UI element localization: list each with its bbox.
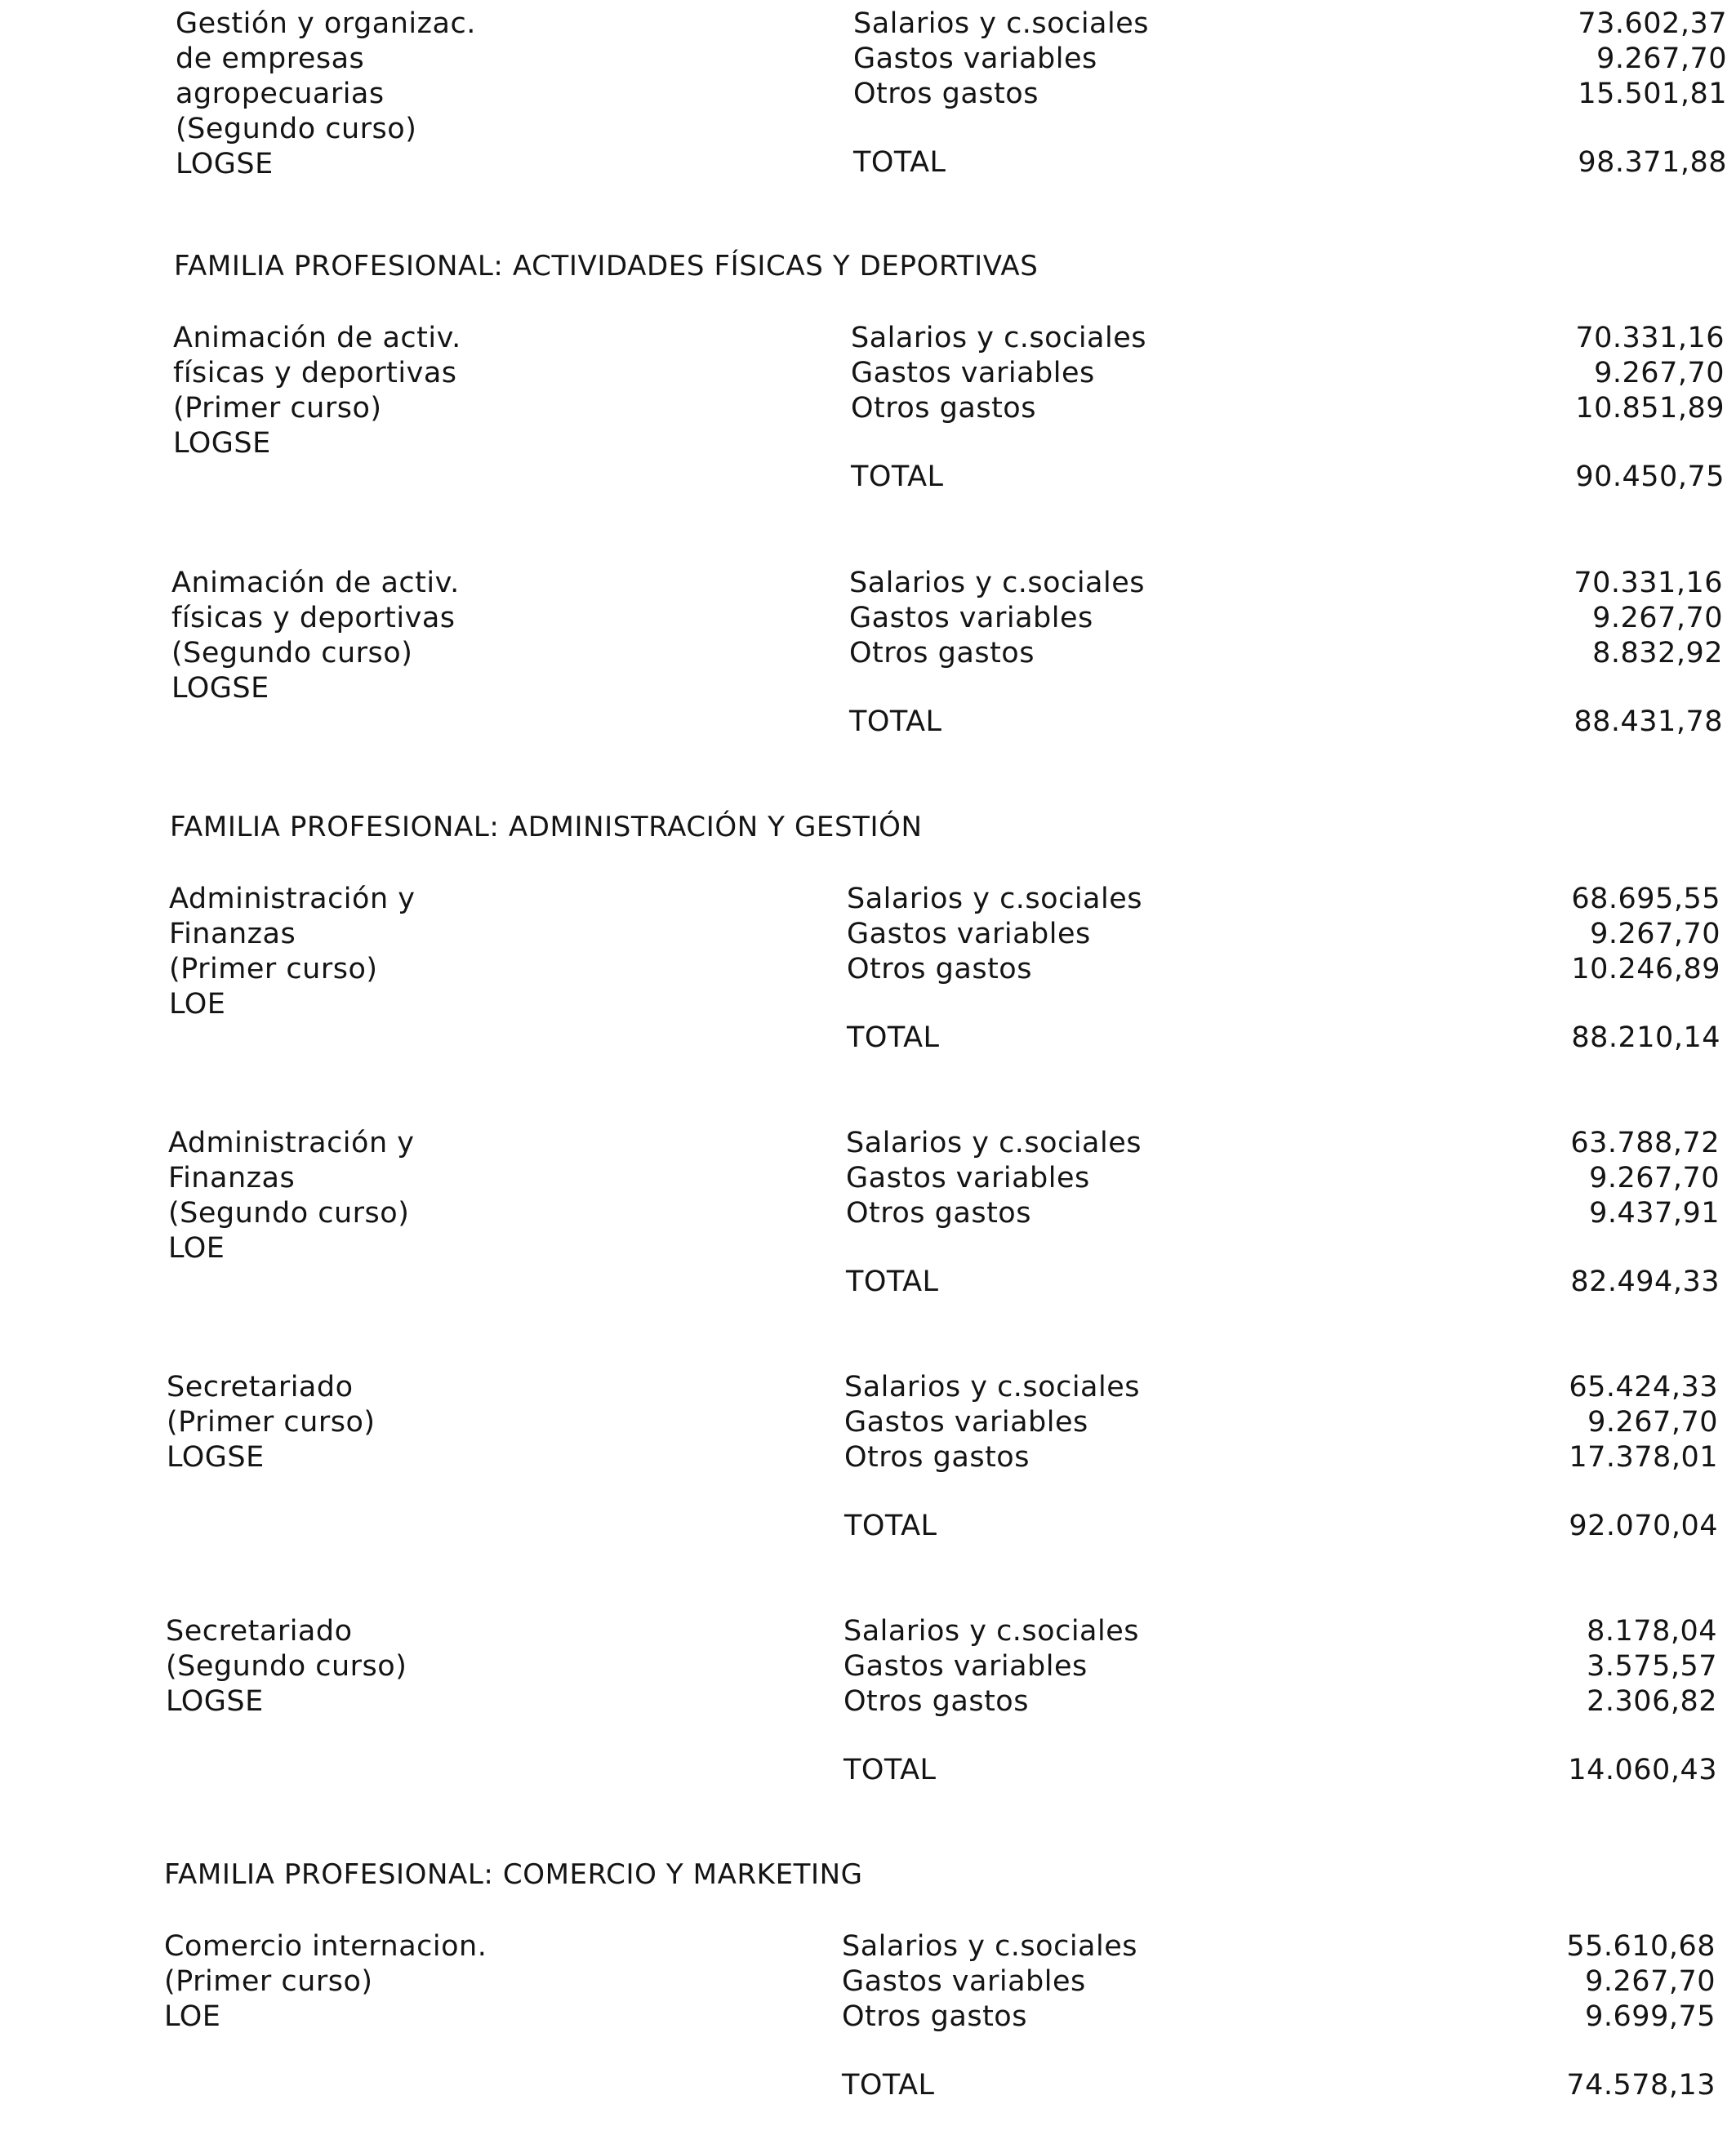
variables-label: Gastos variables — [849, 602, 1093, 634]
concept-column — [851, 321, 1259, 493]
variables-label: Gastos variables — [851, 357, 1095, 389]
salarios-label: Salarios y c.sociales — [844, 1615, 1139, 1648]
concept-column — [847, 882, 1255, 1054]
family-heading: FAMILIA PROFESIONAL: ADMINISTRACIÓN Y GESTIÓN — [170, 811, 923, 843]
total-label: TOTAL — [851, 460, 944, 493]
salarios-label: Salarios y c.sociales — [846, 1127, 1142, 1159]
otros-amount: 15.501,81 — [1578, 78, 1727, 110]
otros-label: Otros gastos — [853, 78, 1039, 110]
budget-block-administracion-primer — [169, 882, 1720, 1061]
variables-label: Gastos variables — [842, 1965, 1086, 1998]
salarios-amount: 68.695,55 — [1571, 883, 1720, 915]
program-name — [173, 321, 461, 461]
total-label: TOTAL — [846, 1266, 939, 1298]
otros-label: Otros gastos — [849, 637, 1035, 669]
concept-column — [849, 566, 1257, 738]
concept-column — [844, 1614, 1252, 1786]
variables-label: Gastos variables — [844, 1650, 1088, 1683]
program-name-line: agropecuarias — [176, 78, 385, 110]
program-name-line: (Segundo curso) — [166, 1650, 407, 1683]
variables-amount: 9.267,70 — [1596, 42, 1727, 75]
total-amount: 92.070,04 — [1569, 1510, 1718, 1542]
amount-column — [1307, 1929, 1716, 2102]
variables-amount: 9.267,70 — [1587, 1406, 1718, 1439]
otros-label: Otros gastos — [844, 1441, 1030, 1474]
salarios-label: Salarios y c.sociales — [847, 883, 1142, 915]
program-name-line: de empresas — [176, 42, 365, 75]
program-name-line: Administración y — [169, 883, 416, 915]
salarios-label: Salarios y c.sociales — [844, 1371, 1140, 1403]
salarios-label: Salarios y c.sociales — [851, 322, 1146, 354]
amount-column — [1311, 1126, 1720, 1298]
program-name-line: (Primer curso) — [164, 1965, 373, 1998]
program-name-line: (Primer curso) — [167, 1406, 376, 1439]
total-label: TOTAL — [842, 2069, 935, 2102]
total-label: TOTAL — [844, 1754, 937, 1786]
salarios-amount: 70.331,16 — [1575, 322, 1725, 354]
program-name-line: Animación de activ. — [173, 322, 461, 354]
amount-column — [1312, 882, 1720, 1054]
program-name — [171, 566, 460, 706]
program-name-line: (Primer curso) — [169, 953, 378, 985]
variables-amount: 9.267,70 — [1594, 357, 1725, 389]
program-name-line: físicas y deportivas — [171, 602, 456, 634]
budget-block-administracion-segundo — [168, 1126, 1720, 1306]
program-name — [176, 7, 476, 182]
otros-amount: 2.306,82 — [1587, 1685, 1717, 1718]
budget-block-animacion-primer — [173, 321, 1725, 500]
program-name-line: (Segundo curso) — [171, 637, 413, 669]
program-name-line: LOGSE — [176, 148, 274, 180]
program-name-line: LOGSE — [171, 672, 269, 705]
concept-column — [846, 1126, 1254, 1298]
program-name-line: Finanzas — [169, 918, 296, 950]
program-name-line: físicas y deportivas — [173, 357, 457, 389]
program-name-line: LOE — [169, 988, 226, 1021]
salarios-amount: 65.424,33 — [1569, 1371, 1718, 1403]
program-name — [167, 1370, 376, 1475]
salarios-label: Salarios y c.sociales — [842, 1930, 1137, 1963]
otros-amount: 10.851,89 — [1575, 392, 1725, 425]
amount-column — [1319, 7, 1727, 179]
salarios-amount: 8.178,04 — [1587, 1615, 1717, 1648]
program-name-line: LOGSE — [173, 427, 271, 460]
program-name-line: LOGSE — [166, 1685, 264, 1718]
amount-column — [1315, 566, 1723, 738]
concept-column — [844, 1370, 1253, 1542]
variables-amount: 9.267,70 — [1592, 602, 1723, 634]
amount-column — [1316, 321, 1725, 493]
total-label: TOTAL — [849, 705, 942, 738]
variables-amount: 9.267,70 — [1590, 918, 1720, 950]
program-name-line: LOGSE — [167, 1441, 265, 1474]
total-amount: 14.060,43 — [1568, 1754, 1717, 1786]
salarios-amount: 63.788,72 — [1570, 1127, 1720, 1159]
otros-label: Otros gastos — [844, 1685, 1029, 1718]
program-name — [169, 882, 415, 1022]
budget-block-secretariado-segundo — [166, 1614, 1717, 1794]
otros-label: Otros gastos — [842, 2000, 1027, 2033]
variables-amount: 3.575,57 — [1587, 1650, 1717, 1683]
variables-label: Gastos variables — [847, 918, 1091, 950]
variables-label: Gastos variables — [846, 1162, 1090, 1194]
otros-label: Otros gastos — [847, 953, 1032, 985]
variables-amount: 9.267,70 — [1585, 1965, 1716, 1998]
otros-amount: 8.832,92 — [1592, 637, 1723, 669]
concept-column — [853, 7, 1262, 179]
total-amount: 82.494,33 — [1570, 1266, 1720, 1298]
program-name-line: Comercio internacion. — [164, 1930, 487, 1963]
family-heading: FAMILIA PROFESIONAL: ACTIVIDADES FÍSICAS Y DEPORTIVAS — [174, 250, 1039, 282]
amount-column — [1310, 1370, 1718, 1542]
program-name-line: Administración y — [168, 1127, 415, 1159]
family-heading: FAMILIA PROFESIONAL: COMERCIO Y MARKETING — [164, 1858, 863, 1891]
otros-label: Otros gastos — [851, 392, 1036, 425]
program-name-line: (Segundo curso) — [176, 113, 417, 145]
total-amount: 90.450,75 — [1575, 460, 1725, 493]
amount-column — [1309, 1614, 1717, 1786]
otros-amount: 10.246,89 — [1571, 953, 1720, 985]
otros-amount: 17.378,01 — [1569, 1441, 1718, 1474]
salarios-amount: 73.602,37 — [1578, 7, 1727, 40]
total-amount: 74.578,13 — [1566, 2069, 1716, 2102]
salarios-label: Salarios y c.sociales — [849, 567, 1145, 599]
total-label: TOTAL — [844, 1510, 937, 1542]
budget-block-gestion-segundo — [176, 7, 1727, 186]
total-label: TOTAL — [847, 1021, 940, 1054]
program-name — [168, 1126, 414, 1266]
otros-amount: 9.699,75 — [1585, 2000, 1716, 2033]
budget-block-secretariado-primer — [167, 1370, 1718, 1550]
program-name-line: Finanzas — [168, 1162, 296, 1194]
variables-label: Gastos variables — [844, 1406, 1088, 1439]
salarios-amount: 70.331,16 — [1574, 567, 1723, 599]
program-name-line: LOE — [164, 2000, 221, 2033]
program-name — [164, 1929, 487, 2035]
concept-column — [842, 1929, 1250, 2102]
otros-amount: 9.437,91 — [1589, 1197, 1720, 1230]
total-amount: 88.431,78 — [1574, 705, 1723, 738]
salarios-label: Salarios y c.sociales — [853, 7, 1149, 40]
total-label: TOTAL — [853, 146, 946, 179]
program-name-line: Secretariado — [167, 1371, 354, 1403]
program-name-line: (Primer curso) — [173, 392, 382, 425]
program-name-line: Animación de activ. — [171, 567, 460, 599]
variables-amount: 9.267,70 — [1589, 1162, 1720, 1194]
salarios-amount: 55.610,68 — [1566, 1930, 1716, 1963]
program-name-line: Secretariado — [166, 1615, 353, 1648]
otros-label: Otros gastos — [846, 1197, 1031, 1230]
total-amount: 98.371,88 — [1578, 146, 1727, 179]
variables-label: Gastos variables — [853, 42, 1097, 75]
budget-block-comercio-primer — [164, 1929, 1716, 2109]
budget-block-animacion-segundo — [171, 566, 1723, 745]
program-name-line: Gestión y organizac. — [176, 7, 476, 40]
program-name — [166, 1614, 407, 1719]
program-name-line: LOE — [168, 1232, 225, 1265]
program-name-line: (Segundo curso) — [168, 1197, 410, 1230]
total-amount: 88.210,14 — [1571, 1021, 1720, 1054]
